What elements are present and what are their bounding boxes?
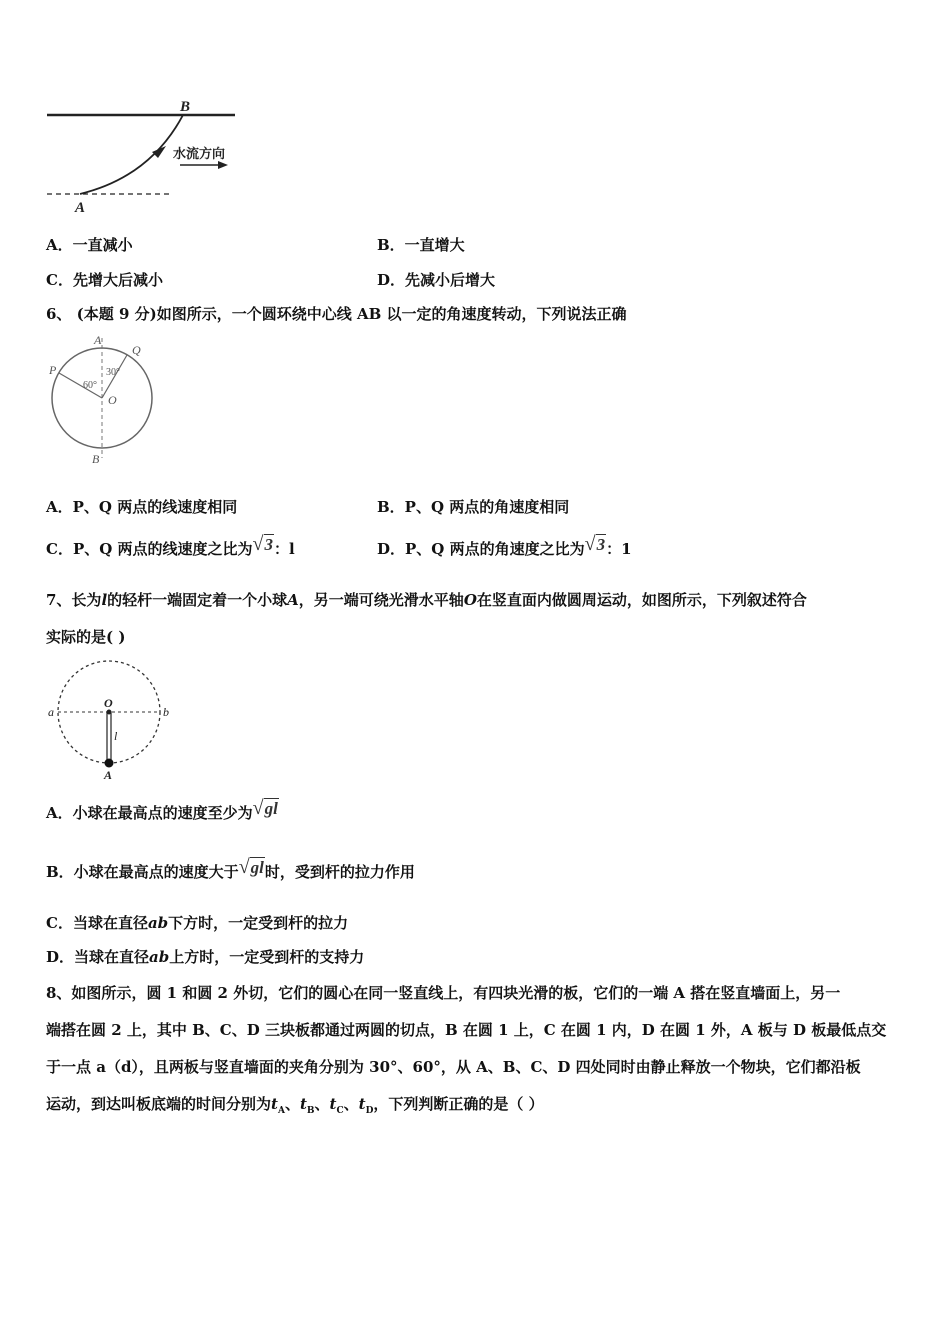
q6-option-d-ratio: ：1 — [606, 540, 632, 558]
q7-option-b-tail: 时，受到杆的拉力作用 — [264, 863, 415, 881]
label-o: O — [104, 696, 113, 710]
sqrt-3-expression: √3 — [584, 533, 606, 555]
ball-a — [105, 759, 114, 768]
q7-option-a-text: A．小球在最高点的速度至少为 — [46, 804, 253, 822]
label-a-left: a — [48, 705, 54, 719]
q5-option-c: C．先增大后减小 — [46, 271, 163, 289]
q7-stem-line1: 7、长为l的轻杆一端固定着一个小球A，另一端可绕光滑水平轴O在竖直面内做圆周运动，如图所示，下列叙述符合 — [46, 591, 807, 609]
q8-stem-line4: 运动，到达叫板底端的时间分别为$t_A$、$t_B$、$t_C$、$t_D$，下列判断正确的是（ ） — [46, 1095, 544, 1116]
label-p: P — [49, 363, 57, 377]
label-l: l — [114, 729, 118, 743]
q8-stem-line3: 于一点 a（d），且两板与竖直墙面的夹角分别为 30°、60°，从 A、B、C、D 四处同时由静止释放一个物块，它们都沿板 — [46, 1058, 861, 1076]
q6-option-c-ratio: ：l — [274, 540, 295, 558]
label-b: B — [92, 452, 100, 466]
q7-option-b-text: B．小球在最高点的速度大于 — [46, 863, 239, 881]
q7-option-c: C．当球在直径ab下方时，一定受到杆的拉力 — [46, 914, 349, 932]
sqrt-gl-expression: √gl — [252, 797, 278, 819]
label-a: A — [94, 333, 102, 347]
flow-label: 水流方向 — [173, 147, 226, 162]
q6-stem: 6、 (本题 9 分)如图所示，一个圆环绕中心线 AB 以一定的角速度转动，下列说法正确 — [46, 305, 627, 323]
q6-option-d-text: D．P、Q 两点的角速度之比为 — [377, 540, 585, 558]
q6-option-c-text: C．P、Q 两点的线速度之比为 — [46, 540, 253, 558]
q7-option-d: D．当球在直径ab上方时，一定受到杆的支持力 — [46, 948, 365, 966]
flow-arrow-head — [218, 161, 228, 169]
river-crossing-figure — [40, 95, 250, 220]
q6-option-b: B．P、Q 两点的角速度相同 — [377, 498, 570, 516]
label-ball-a: A — [104, 768, 113, 782]
q7-stem-line2: 实际的是( ) — [46, 628, 126, 646]
q5-option-b: B．一直增大 — [377, 236, 465, 254]
sqrt-gl-expression: √gl — [238, 856, 264, 878]
q6-option-a: A．P、Q 两点的线速度相同 — [46, 498, 238, 516]
rod — [107, 712, 111, 762]
pivot-o — [107, 710, 112, 715]
label-b-right: b — [163, 705, 169, 719]
label-q: Q — [132, 343, 141, 357]
label-a: A — [75, 200, 86, 216]
q5-option-d: D．先减小后增大 — [377, 271, 496, 289]
q7-option-a — [46, 798, 279, 823]
q8-stem-line1: 8、如图所示，圆 1 和圆 2 外切，它们的圆心在同一竖直线上，有四块光滑的板，它们的一端 A 搭在竖直墙面上，另一 — [46, 984, 841, 1002]
angle-30: 30° — [106, 367, 120, 378]
label-b: B — [180, 99, 191, 115]
q7-option-b — [46, 857, 415, 882]
boat-path-curve — [80, 115, 183, 194]
q6-option-d — [377, 534, 632, 559]
rotating-ring-figure — [40, 330, 170, 470]
q6-option-c — [46, 534, 295, 559]
rod-circular-motion-figure — [40, 655, 185, 785]
q5-option-a: A．一直减小 — [46, 236, 133, 254]
angle-60: 60° — [83, 380, 97, 391]
sqrt-3-expression: √3 — [252, 533, 273, 555]
q8-stem-line2: 端搭在圆 2 上，其中 B、C、D 三块板都通过两圆的切点，B 在圆 1 上，C 在圆 1 内，D 在圆 1 外，A 板与 D 板最低点交 — [46, 1021, 887, 1039]
label-o: O — [108, 393, 117, 407]
